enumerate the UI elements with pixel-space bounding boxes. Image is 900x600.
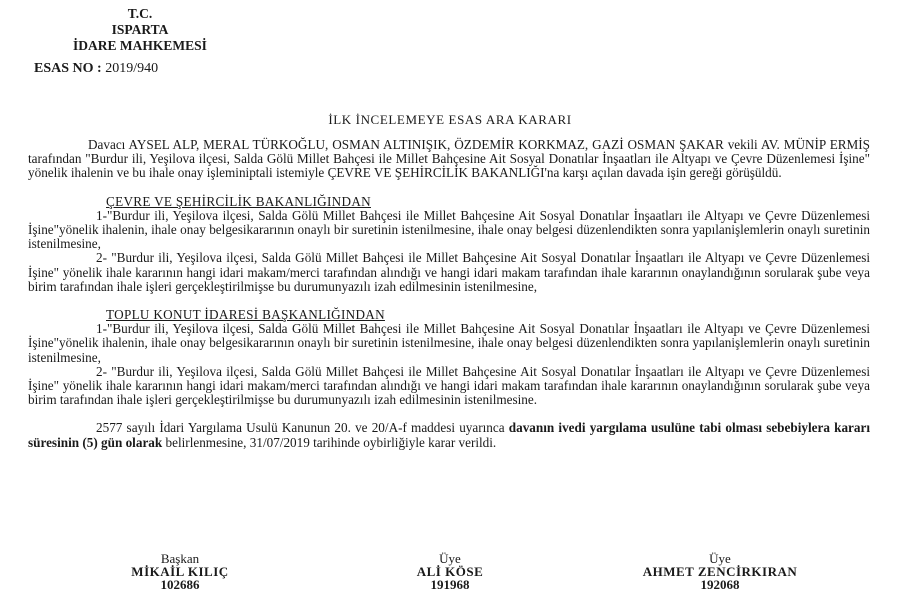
case-number-value: 2019/940 [105,61,159,76]
signer-number: 192068 [700,577,740,592]
ministry-item-2: 2- "Burdur ili, Yeşilova ilçesi, Salda Gölü Millet Bahçesi ile Millet Bahçesine Ait Sosyal Donatılar İnşaatları ile Altyapı ve Çevre Düzenlemesi İşine" yönelik ihale kararının hangi idari makam/merci tarafından alındığı ve hangi idari makam tarafından ihale kararının onaylandığının sorularak şube veya birim tarafından ihale işleri gerçekleştirilmişse bu durumunyazılı izah edilmesinin istenilmesine, [28,250,870,294]
signer-president [50,552,310,591]
signer-role: Üye [709,551,731,566]
court-header [20,6,260,54]
toki-item-1: 1-"Burdur ili, Yeşilova ilçesi, Salda Gölü Millet Bahçesi ile Millet Bahçesine Ait Sosyal Donatılar İnşaatları ile Altyapı ve Çevre Düzenlemesi İşine"yönelik ihalenin, ihale onay belgesikararının onaylı bir suretinin istenilmesine, ihale onay belgesi düzenlendikten sonra yapılanişlemlerin onaylı suretinin istenilmesine, [28,321,870,365]
case-number [34,60,158,78]
case-number-label: ESAS NO : [34,61,102,76]
closing-text-1: 2577 sayılı İdari Yargılama Usulü Kanunun 20. ve 20/A-f maddesi uyarınca [96,420,509,436]
signature-block [0,552,900,600]
intro-paragraph: Davacı AYSEL ALP, MERAL TÜRKOĞLU, OSMAN ALTINIŞIK, ÖZDEMİR KORKMAZ, GAZİ OSMAN ŞAKAR vekili AV. MÜNİP ERMİŞ tarafından "Burdur ili, Yeşilova ilçesi, Salda Gölü Millet Bahçesi ile Millet Bahçesine Ait Sosyal Donatılar İnşaatları ile Altyapı ve Çevre Düzenlemesi İşine" yönelik ihalenin ve bu ihale onay işleminiptali istemiyle ÇEVRE VE ŞEHİRCİLİK BAKANLIĞI'na karşı açılan davada işin gereği görüşüldü. [28,137,870,181]
signer-member-2 [590,552,850,591]
document-body [28,138,870,450]
section-heading-toki: TOPLU KONUT İDARESİ BAŞKANLIĞINDAN [106,307,385,323]
signer-role: Başkan [160,551,200,566]
signer-member-1 [320,552,580,591]
section-heading-ministry: ÇEVRE VE ŞEHİRCİLİK BAKANLIĞINDAN [106,193,371,209]
closing-text-bold: davanın ivedi yargılama usulüne tabi olması sebebiylera kararı süresinin (5) gün olarak [28,420,870,450]
signer-number: 102686 [160,577,200,592]
signer-name: MİKAİL KILIÇ [131,564,229,579]
closing-text-2: belirlenmesine, 31/07/2019 tarihinde oybirliğiyle karar verildi. [162,434,497,450]
header-line-court: İDARE MAHKEMESİ [73,38,207,53]
ministry-item-1: 1-"Burdur ili, Yeşilova ilçesi, Salda Gölü Millet Bahçesi ile Millet Bahçesine Ait Sosyal Donatılar İnşaatları ile Altyapı ve Çevre Düzenlemesi İşine"yönelik ihalenin, ihale onay belgesikararının onaylı bir suretinin istenilmesine, ihale onay belgesi düzenlendikten sonra yapılanişlemlerin onaylı suretinin istenilmesine, [28,207,870,252]
signer-number: 191968 [430,577,470,592]
header-line-tc: T.C. [127,6,153,21]
signer-name: ALİ KÖSE [416,564,484,579]
document-title: İLK İNCELEMEYE ESAS ARA KARARI [328,112,572,127]
toki-item-2: 2- "Burdur ili, Yeşilova ilçesi, Salda Gölü Millet Bahçesi ile Millet Bahçesine Ait Sosyal Donatılar İnşaatları ile Altyapı ve Çevre Düzenlemesi İşine" yönelik ihale kararının hangi idari makam/merci tarafından alındığı ve hangi idari makam tarafından ihale kararının onaylandığının sorularak şube veya birim tarafından ihale işleri gerçekleştirilmişse bu durumunyazılı izah edilmesinin istenilmesine. [28,363,870,408]
closing-paragraph [28,421,870,449]
header-line-city: ISPARTA [111,22,169,37]
signer-name: AHMET ZENCİRKIRAN [642,564,798,579]
signer-role: Üye [439,551,461,566]
